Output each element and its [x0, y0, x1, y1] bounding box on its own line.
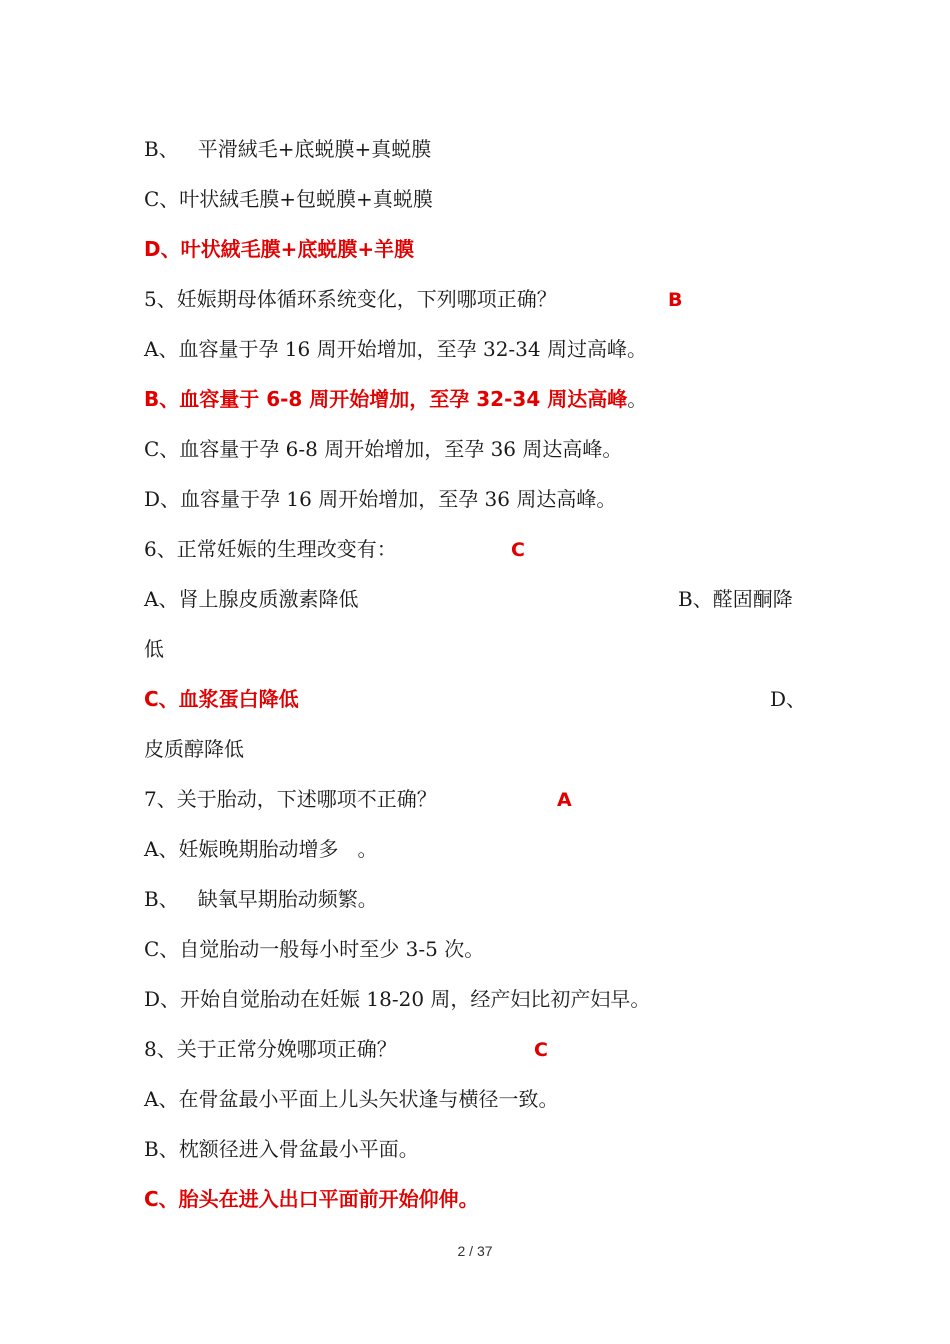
option-b-q4: B、 平滑絨毛+底蜕膜+真蜕膜: [144, 137, 432, 161]
option-c-q4: C、叶状絨毛膜+包蜕膜+真蜕膜: [144, 187, 433, 211]
option-b-q5-text: B、血容量于 6-8 周开始增加，至孕 32-34 周达高峰: [144, 387, 628, 411]
option-c-q8-correct: C、胎头在进入出口平面前开始仰伸。: [144, 1187, 479, 1211]
answer-key-q6: C: [511, 539, 525, 561]
question-7: 7、关于胎动，下述哪项不正确？: [144, 787, 437, 811]
option-d-q6-wrap: 皮质醇降低: [144, 737, 244, 761]
question-8: 8、关于正常分娩哪项正确？: [144, 1037, 397, 1061]
question-5: 5、妊娠期母体循环系统变化，下列哪项正确？: [144, 287, 557, 311]
option-a-q7: A、妊娠晚期胎动增多 。: [144, 837, 378, 861]
option-b-q5-correct: [144, 386, 647, 412]
answer-key-q7: A: [557, 789, 572, 811]
option-b-q6-wrap: 低: [144, 637, 164, 661]
option-d-q7: D、开始自觉胎动在妊娠 18-20 周，经产妇比初产妇早。: [144, 987, 651, 1011]
page-number: 2 / 37: [457, 1243, 493, 1259]
option-d-q4-correct: D、叶状絨毛膜+底蜕膜+羊膜: [144, 237, 415, 261]
option-b-q5-suffix: 。: [627, 387, 648, 411]
answer-key-q8: C: [534, 1039, 548, 1061]
option-d-q6: D、: [770, 687, 807, 711]
option-b-q7: B、 缺氧早期胎动频繁。: [144, 887, 378, 911]
option-c-q5: C、血容量于孕 6-8 周开始增加，至孕 36 周达高峰。: [144, 437, 623, 461]
option-a-q6: A、肾上腺皮质激素降低: [144, 587, 359, 611]
option-d-q5: D、血容量于孕 16 周开始增加，至孕 36 周达高峰。: [144, 487, 617, 511]
option-b-q6: B、醛固酮降: [678, 587, 793, 611]
option-a-q5: A、血容量于孕 16 周开始增加，至孕 32-34 周过高峰。: [144, 337, 647, 361]
answer-key-q5: B: [668, 289, 683, 311]
option-c-q6-correct: C、血浆蛋白降低: [144, 687, 299, 711]
option-c-q7: C、自觉胎动一般每小时至少 3-5 次。: [144, 937, 485, 961]
option-a-q8: A、在骨盆最小平面上儿头矢状逢与横径一致。: [144, 1087, 559, 1111]
question-6: 6、正常妊娠的生理改变有：: [144, 537, 397, 561]
option-b-q8: B、枕额径进入骨盆最小平面。: [144, 1137, 419, 1161]
